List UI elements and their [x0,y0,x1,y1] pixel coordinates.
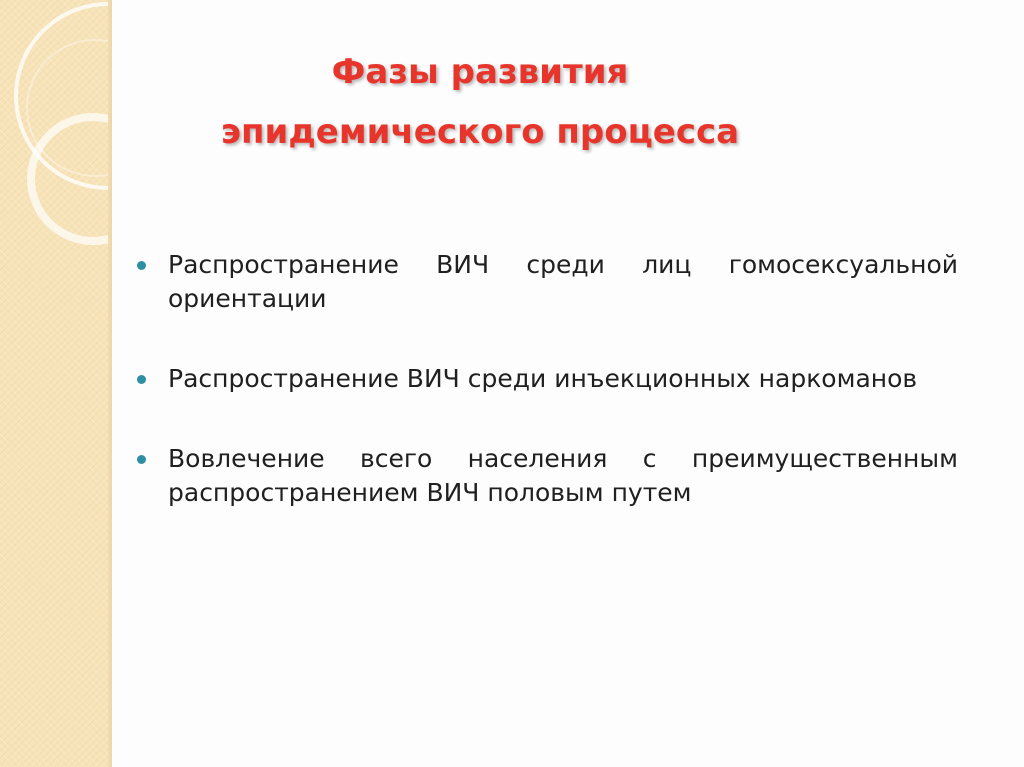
bullet-item [168,442,958,510]
decorative-side-panel [0,0,112,767]
panel-edge [108,0,112,767]
bullet-item [168,362,958,396]
bullet-dot-icon [137,455,146,464]
decorative-circles-icon [0,0,112,767]
slide-title: Фазы развития эпидемического процесса [220,52,740,152]
bullet-text: Распространение ВИЧ среди лиц гомосексуальной ориентации [168,250,958,313]
bullet-item [168,248,958,316]
bullet-text: Вовлечение всего населения с преимущественным распространением ВИЧ половым путем [168,444,958,507]
bullet-list [168,248,958,556]
bullet-dot-icon [137,261,146,270]
bullet-text: Распространение ВИЧ среди инъекционных наркоманов [168,364,918,393]
bullet-dot-icon [137,375,146,384]
